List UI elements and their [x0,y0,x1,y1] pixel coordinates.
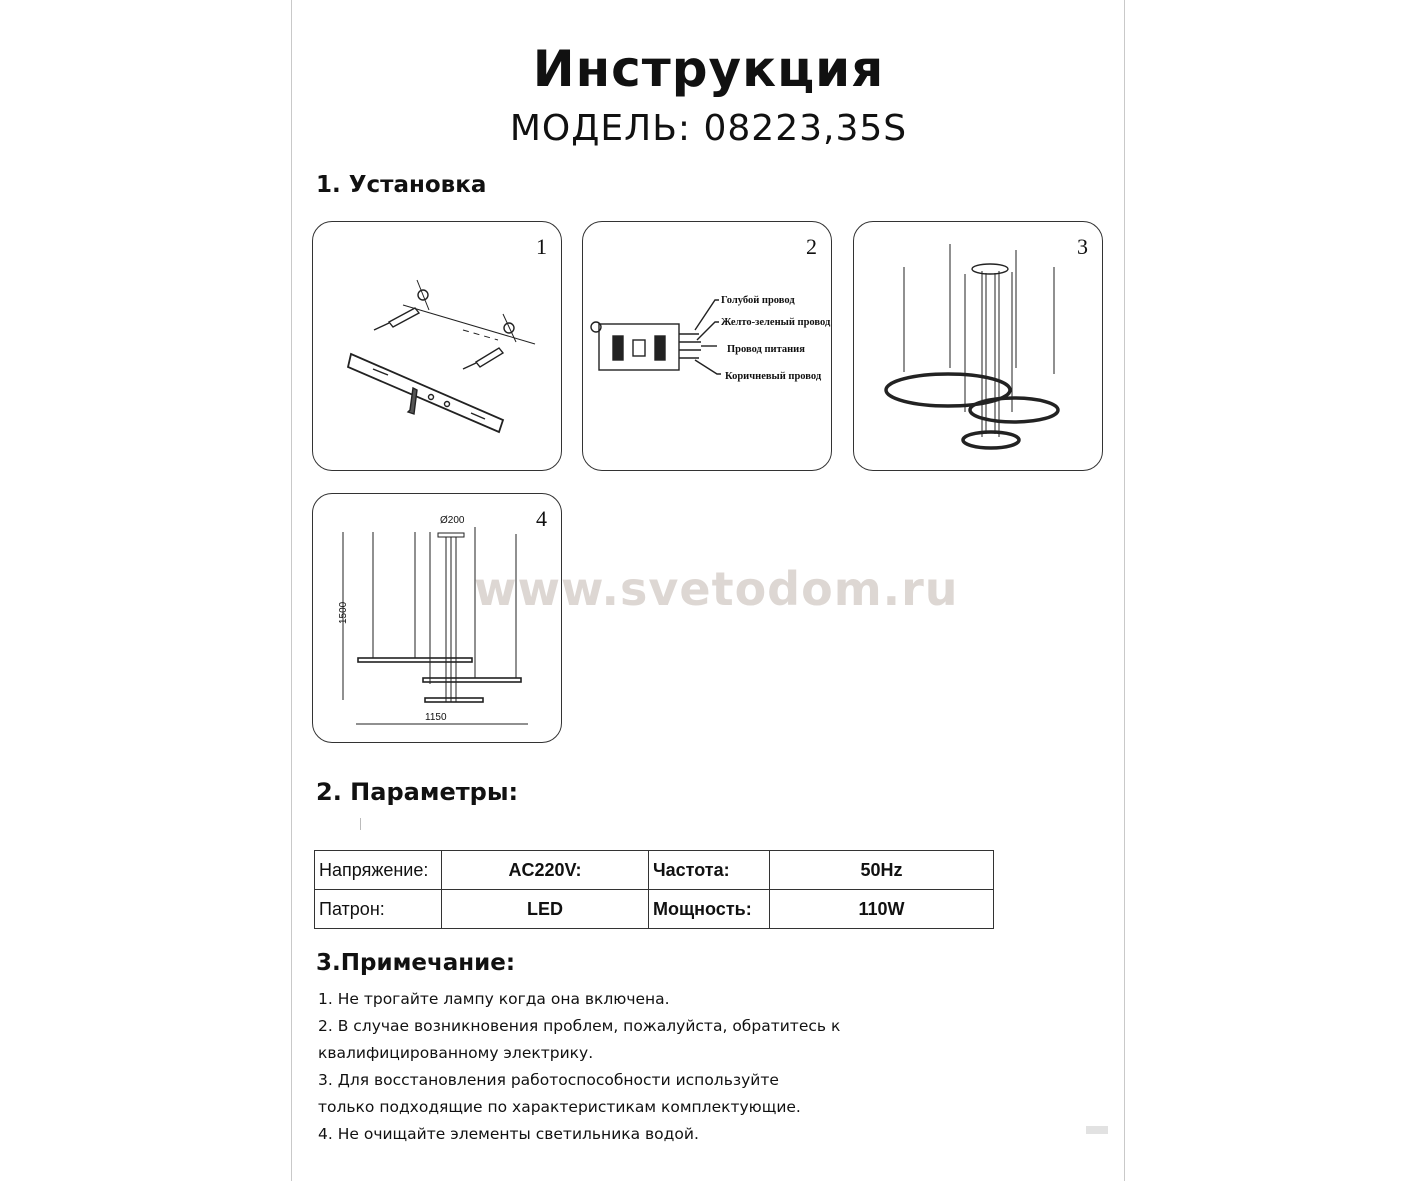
installation-step-4-panel [312,493,562,743]
table-row [315,851,994,890]
installation-step-1-panel [312,221,562,471]
socket-value: LED [442,890,649,929]
wire-label-ground: Желто-зеленый провод [721,317,831,328]
dimension-height: 1500 [338,601,349,624]
section-notes-heading: 3.Примечание: [316,950,516,976]
wire-label-blue: Голубой провод [721,295,795,306]
voltage-label: Напряжение: [315,851,442,890]
scan-mark [1086,1126,1108,1134]
document-title: Инструкция [532,40,885,98]
note-line: 2. В случае возникновения проблем, пожалуйста, обратитесь к [318,1017,841,1035]
dimensions-diagram [313,494,563,744]
dimension-diameter: Ø200 [440,515,465,526]
wire-label-power: Провод питания [727,344,805,355]
model-number: МОДЕЛЬ: 08223,35S [509,108,908,149]
note-line: только подходящие по характеристикам комплектующие. [318,1098,801,1116]
socket-label: Патрон: [315,890,442,929]
chandelier-assembled-diagram [854,222,1104,472]
step-number: 3 [1077,234,1088,259]
wire-label-brown: Коричневый провод [725,371,822,382]
power-value: 110W [770,890,994,929]
scan-mark [360,818,361,830]
dimension-width: 1150 [425,712,447,723]
frequency-value: 50Hz [770,851,994,890]
notes-list [318,986,878,1148]
note-line: 4. Не очищайте элементы светильника водой. [318,1125,699,1143]
mounting-bracket-diagram [313,222,563,472]
section-installation-heading: 1. Установка [316,172,487,198]
installation-step-3-panel [853,221,1103,471]
watermark: www.svetodom.ru [474,562,959,616]
note-line: квалифицированному электрику. [318,1044,594,1062]
power-label: Мощность: [649,890,770,929]
step-number: 1 [536,234,547,259]
step-number: 2 [806,234,817,259]
parameters-table [314,850,994,929]
frequency-label: Частота: [649,851,770,890]
note-line: 3. Для восстановления работоспособности используйте [318,1071,779,1089]
section-parameters-heading: 2. Параметры: [316,778,519,806]
note-line: 1. Не трогайте лампу когда она включена. [318,990,670,1008]
voltage-value: AC220V: [442,851,649,890]
installation-step-2-panel [582,221,832,471]
step-number: 4 [536,506,547,531]
wiring-terminal-diagram [583,222,833,472]
table-row [315,890,994,929]
